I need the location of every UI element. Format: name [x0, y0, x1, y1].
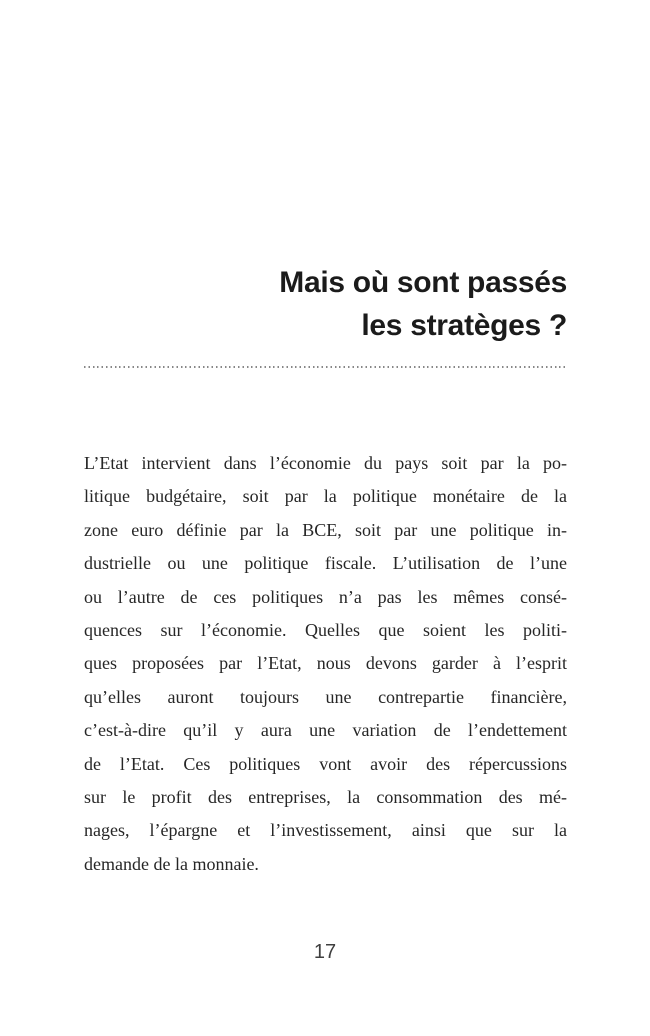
chapter-title [84, 261, 567, 347]
body-line: nages, l’épargne et l’investissement, ainsi que sur la [84, 820, 567, 841]
body-line: L’Etat intervient dans l’économie du pays soit par la po- [84, 453, 567, 473]
chapter-title-line-1: Mais où sont passés [279, 266, 567, 299]
body-paragraph [84, 447, 567, 881]
chapter-title-line-2: les stratèges ? [361, 309, 567, 342]
body-line: dustrielle ou une politique fiscale. L’utilisation de l’une [84, 553, 567, 574]
dotted-divider [84, 366, 567, 368]
body-line: ou l’autre de ces politiques n’a pas les mêmes consé- [84, 586, 567, 607]
body-line: litique budgétaire, soit par la politique monétaire de la [84, 486, 567, 507]
body-line: quences sur l’économie. Quelles que soient les politi- [84, 619, 567, 640]
body-line: de l’Etat. Ces politiques vont avoir des répercussions [84, 753, 567, 774]
page-content [84, 0, 567, 881]
body-line: zone euro définie par la BCE, soit par une politique in- [84, 519, 567, 540]
page-number: 17 [313, 941, 337, 963]
body-line: c’est-à-dire qu’il y aura une variation de l’endettement [84, 720, 567, 741]
body-line: ques proposées par l’Etat, nous devons garder à l’esprit [84, 653, 567, 674]
body-line: demande de la monnaie. [84, 853, 259, 874]
body-line: sur le profit des entreprises, la consommation des mé- [84, 786, 567, 807]
body-line: qu’elles auront toujours une contrepartie financière, [84, 686, 567, 707]
